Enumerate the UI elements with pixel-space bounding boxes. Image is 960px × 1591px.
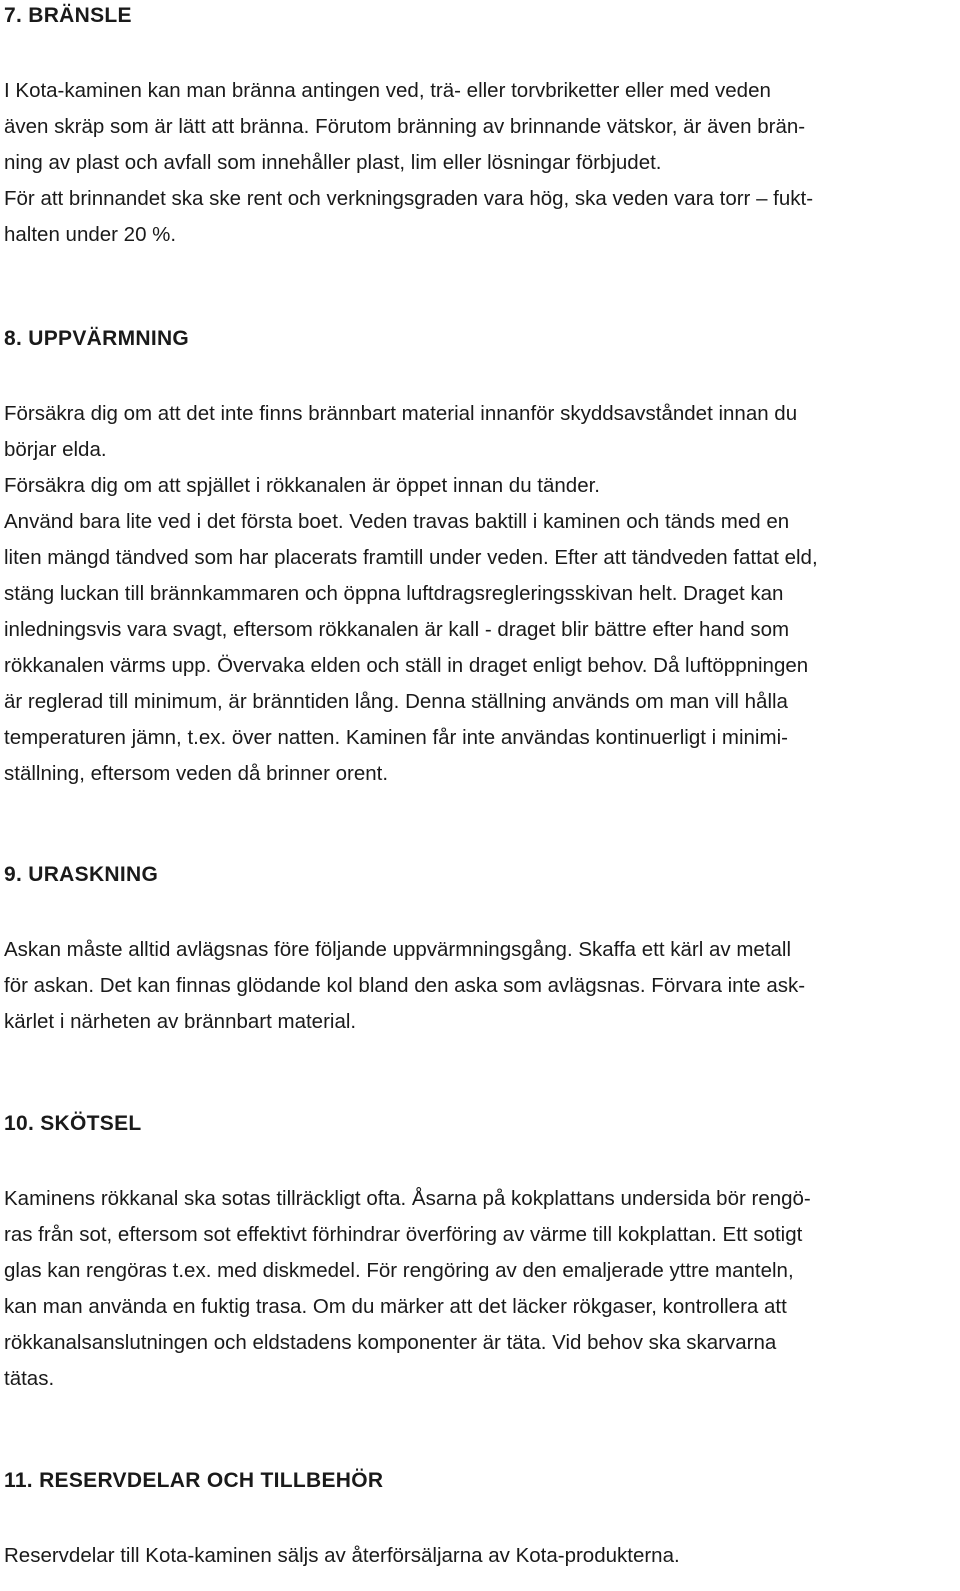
section-reservdelar <box>4 1469 952 1574</box>
body-line: inledningsvis vara svagt, eftersom rökkanalen är kall - draget blir bättre efter hand som <box>4 618 790 641</box>
section-body <box>4 1538 952 1574</box>
body-line: ras från sot, eftersom sot effektivt förhindrar överföring av värme till kokplattan. Ett sotigt <box>4 1223 803 1246</box>
section-heading: 10. SKÖTSEL <box>4 1112 142 1135</box>
body-line: Kaminens rökkanal ska sotas tillräckligt ofta. Åsarna på kokplattans undersida bör rengö- <box>4 1187 811 1210</box>
section-heading: 11. RESERVDELAR OCH TILLBEHÖR <box>4 1469 384 1492</box>
section-uraskning <box>4 863 952 1040</box>
body-line: börjar elda. <box>4 438 107 461</box>
body-line: för askan. Det kan finnas glödande kol bland den aska som avlägsnas. Förvara inte ask- <box>4 974 806 997</box>
section-heading: 9. URASKNING <box>4 863 159 886</box>
body-line: För att brinnandet ska ske rent och verkningsgraden vara hög, ska veden vara torr – fukt- <box>4 187 814 210</box>
body-line: kan man använda en fuktig trasa. Om du märker att det läcker rökgaser, kontrollera att <box>4 1295 787 1318</box>
section-body <box>4 932 952 1040</box>
section-skotsel <box>4 1112 952 1397</box>
body-line: även skräp som är lätt att bränna. Förutom bränning av brinnande vätskor, är även brän- <box>4 115 806 138</box>
section-bransle <box>4 4 952 253</box>
body-line: halten under 20 %. <box>4 223 177 246</box>
body-line: I Kota-kaminen kan man bränna antingen ved, trä- eller torvbriketter eller med veden <box>4 79 771 102</box>
body-line: Försäkra dig om att det inte finns brännbart material innanför skyddsavståndet innan du <box>4 402 798 425</box>
body-line: tätas. <box>4 1367 55 1390</box>
body-line: liten mängd tändved som har placerats framtill under veden. Efter att tändveden fattat eld, <box>4 546 818 569</box>
section-heading: 8. UPPVÄRMNING <box>4 327 190 350</box>
section-body <box>4 73 952 253</box>
section-heading: 7. BRÄNSLE <box>4 4 132 27</box>
body-line: ning av plast och avfall som innehåller plast, lim eller lösningar förbjudet. <box>4 151 662 174</box>
body-line: Försäkra dig om att spjället i rökkanalen är öppet innan du tänder. <box>4 474 600 497</box>
body-line: temperaturen jämn, t.ex. över natten. Kaminen får inte användas kontinuerligt i minimi- <box>4 726 788 749</box>
body-line: Askan måste alltid avlägsnas före följande uppvärmningsgång. Skaffa ett kärl av metall <box>4 938 792 961</box>
section-uppvarmning <box>4 327 952 792</box>
section-body <box>4 1181 952 1397</box>
body-line: stäng luckan till brännkammaren och öppna luftdragsregleringsskivan helt. Draget kan <box>4 582 784 605</box>
body-line: ställning, eftersom veden då brinner orent. <box>4 762 389 785</box>
body-line: kärlet i närheten av brännbart material. <box>4 1010 357 1033</box>
body-line: Reservdelar till Kota-kaminen säljs av återförsäljarna av Kota-produkterna. <box>4 1544 680 1567</box>
body-line: Använd bara lite ved i det första boet. Veden travas baktill i kaminen och tänds med en <box>4 510 790 533</box>
body-line: rökkanalsanslutningen och eldstadens komponenter är täta. Vid behov ska skarvarna <box>4 1331 777 1354</box>
body-line: rökkanalen värms upp. Övervaka elden och ställ in draget enligt behov. Då luftöppningen <box>4 654 809 677</box>
section-body <box>4 396 952 792</box>
body-line: glas kan rengöras t.ex. med diskmedel. För rengöring av den emaljerade yttre manteln, <box>4 1259 794 1282</box>
body-line: är reglerad till minimum, är bränntiden lång. Denna ställning används om man vill hålla <box>4 690 788 713</box>
